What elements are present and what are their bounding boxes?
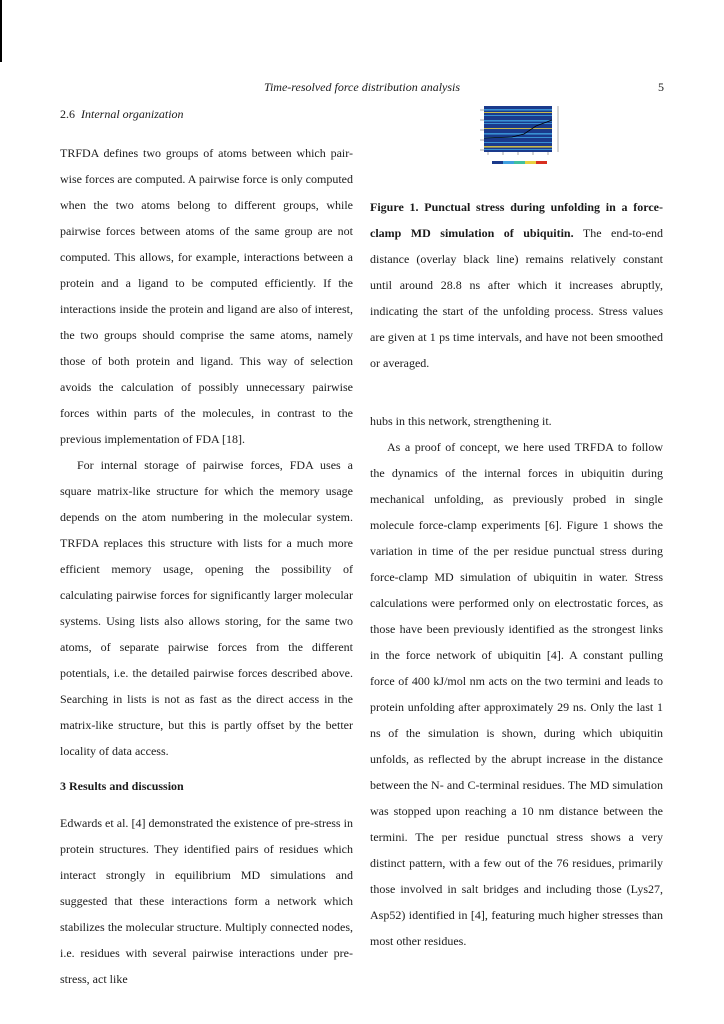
running-header [0,80,724,96]
figure-caption: Figure 1. Punctual stress during unfolding in a force-clamp MD simulation of ubiquitin. The end-to-end distance (overlay black line) remains relatively constant until around 28.8 ns after which it increases abruptly, indicating the start of the unfolding process. Stress values are given at 1 ps time intervals, and have not been smoothed or averaged. [370,200,663,370]
subsection-number: 2.6 [60,107,75,121]
left-column [60,106,353,992]
heatmap-band [484,120,552,122]
caption-label: Figure 1 [370,200,416,214]
figure-1-image [370,100,663,180]
paragraph: For internal storage of pairwise forces, FDA uses a square matrix-like structure for which the memory usage depends on the atom numbering in the molecular system. TRFDA replaces this structure with lists for a much more efficient memory usage, opening the possibility of calculating pairwise forces for significantly larger molecular systems. Using lists also allows storing, for the same two atoms, of separate pairwise forces from the different potentials, i.e. the detailed pairwise forces described above. Searching in lists is not as fast as the direct access in the matrix-like structure, but this is partly offset by the better locality of data access. [60,458,353,758]
heatmap-band [484,149,552,150]
colorbar-segment [492,161,503,164]
heatmap-band [484,142,552,143]
subsection-title: Internal organization [81,107,184,121]
paragraph: hubs in this network, strengthening it. [370,414,552,428]
heatmap-band [484,146,552,148]
subsection-heading [60,106,353,122]
page-number: 5 [658,80,664,94]
heatmap-band [484,133,552,135]
caption-title: Punctual stress during unfolding in a force-clamp MD simulation of ubiquitin. [370,200,663,240]
paragraph: As a proof of concept, we here used TRFDA to follow the dynamics of the internal forces in ubiquitin during mechanical unfolding, as previously probed in single molecule force-clamp experiments [6]. Figure 1 shows the variation in time of the per residue punctual stress during force-clamp MD simulation of ubiquitin in water. Stress calculations were performed only on electrostatic forces, as those have been previously identified as the strongest links in the force network of ubiquitin [4]. A constant pulling force of 400 kJ/mol nm acts on the two termini and leads to protein unfolding after approximately 29 ns. Only the last 1 ns of the simulation is shown, during which ubiquitin unfolds, as reflected by the abrupt increase in the distance between the N- and C-terminal residues. The MD simulation was stopped upon reaching a 10 nm distance between the termini. The per residue punctual stress shows a very distinct pattern, with a few out of the 76 residues, primarily those involved in salt bridges and including those (Lys27, Asp52) identified in [4], featuring much higher stresses than most other residues. [370,440,663,948]
colorbar-segment [536,161,547,164]
heatmap-band [484,115,552,116]
caption-text: The end-to-end distance (overlay black line) remains relatively constant until around 28.8 ns after which it increases abruptly, indicating the start of the unfolding process. Stress values are given at 1 ps time intervals, and have not been smoothed or averaged. [370,226,663,370]
colorbar-segment [525,161,536,164]
page-edge-mark [0,0,2,62]
right-column [370,100,663,954]
paragraph: Edwards et al. [4] demonstrated the existence of pre-stress in protein structures. They identified pairs of residues which interact strongly in equilibrium MD simulations and suggested that these interactions form a network which stabilizes the molecular structure. Multiply connected nodes, i.e. residues with several pairwise interactions under pre-stress, act like [60,816,353,986]
heatmap-band [484,109,552,111]
heatmap-band [484,112,552,113]
colorbar-segment [514,161,525,164]
colorbar-segment [503,161,514,164]
paragraph: TRFDA defines two groups of atoms between which pair-wise forces are computed. A pairwise force is only computed when the two atoms belong to different groups, while pairwise forces between atoms of the same group are not computed. This allows, for example, interactions between a protein and a ligand to be computed efficiently. If the interactions inside the protein and ligand are also of interest, the two groups should comprise the same atoms, namely those of both protein and ligand. This way of selection avoids the calculation of possibly unnecessary pairwise forces within parts of the molecules, in contrast to the previous implementation of FDA [18]. [60,146,353,446]
running-title: Time-resolved force distribution analysis [263,80,461,94]
heatmap-band [484,128,552,129]
section-heading: 3 Results and discussion [60,779,184,793]
figure-1 [370,100,663,180]
